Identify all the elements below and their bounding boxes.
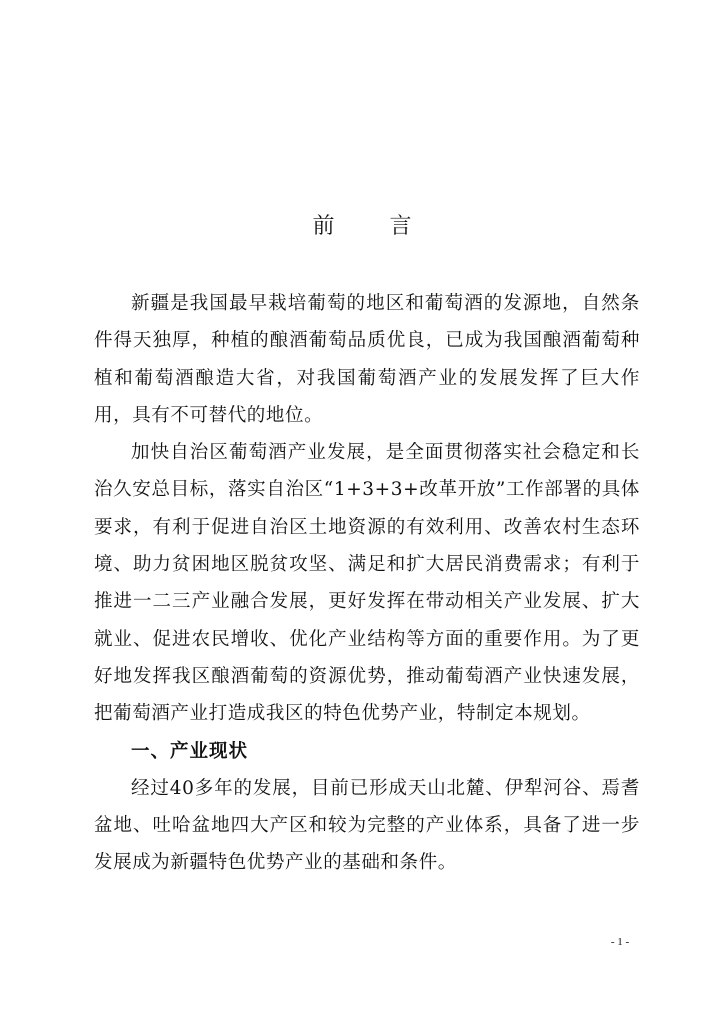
page-number: - 1 - [610, 936, 630, 948]
page-title: 前 言 [312, 214, 436, 239]
document-body [94, 285, 640, 882]
paragraph-industry-status: 经过40多年的发展，目前已形成天山北麓、伊犁河谷、焉耆盆地、吐哈盆地四大产区和较为完整的产业体系，具备了进一步发展成为新疆特色优势产业的基础和条件。 [94, 777, 640, 874]
section-heading: 一、产业现状 [131, 740, 249, 762]
paragraph-intro: 新疆是我国最早栽培葡萄的地区和葡萄酒的发源地，自然条件得天独厚，种植的酿酒葡萄品质优良，已成为我国酿酒葡萄种植和葡萄酒酿造大省，对我国葡萄酒产业的发展发挥了巨大作用，具有不可替代的地位。 [94, 293, 640, 426]
paragraph-development: 加快自治区葡萄酒产业发展，是全面贯彻落实社会稳定和长治久安总目标，落实自治区“1+3+3+改革开放”工作部署的具体要求，有利于促进自治区土地资源的有效利用、改善农村生态环境、助力贫困地区脱贫攻坚、满足和扩大居民消费需求；有利于推进一二三产业融合发展，更好发挥在带动相关产业发展、扩大就业、促进农民增收、优化产业结构等方面的重要作用。为了更好地发挥我区酿酒葡萄的资源优势，推动葡萄酒产业快速发展，把葡萄酒产业打造成我区的特色优势产业，特制定本规划。 [94, 442, 640, 725]
